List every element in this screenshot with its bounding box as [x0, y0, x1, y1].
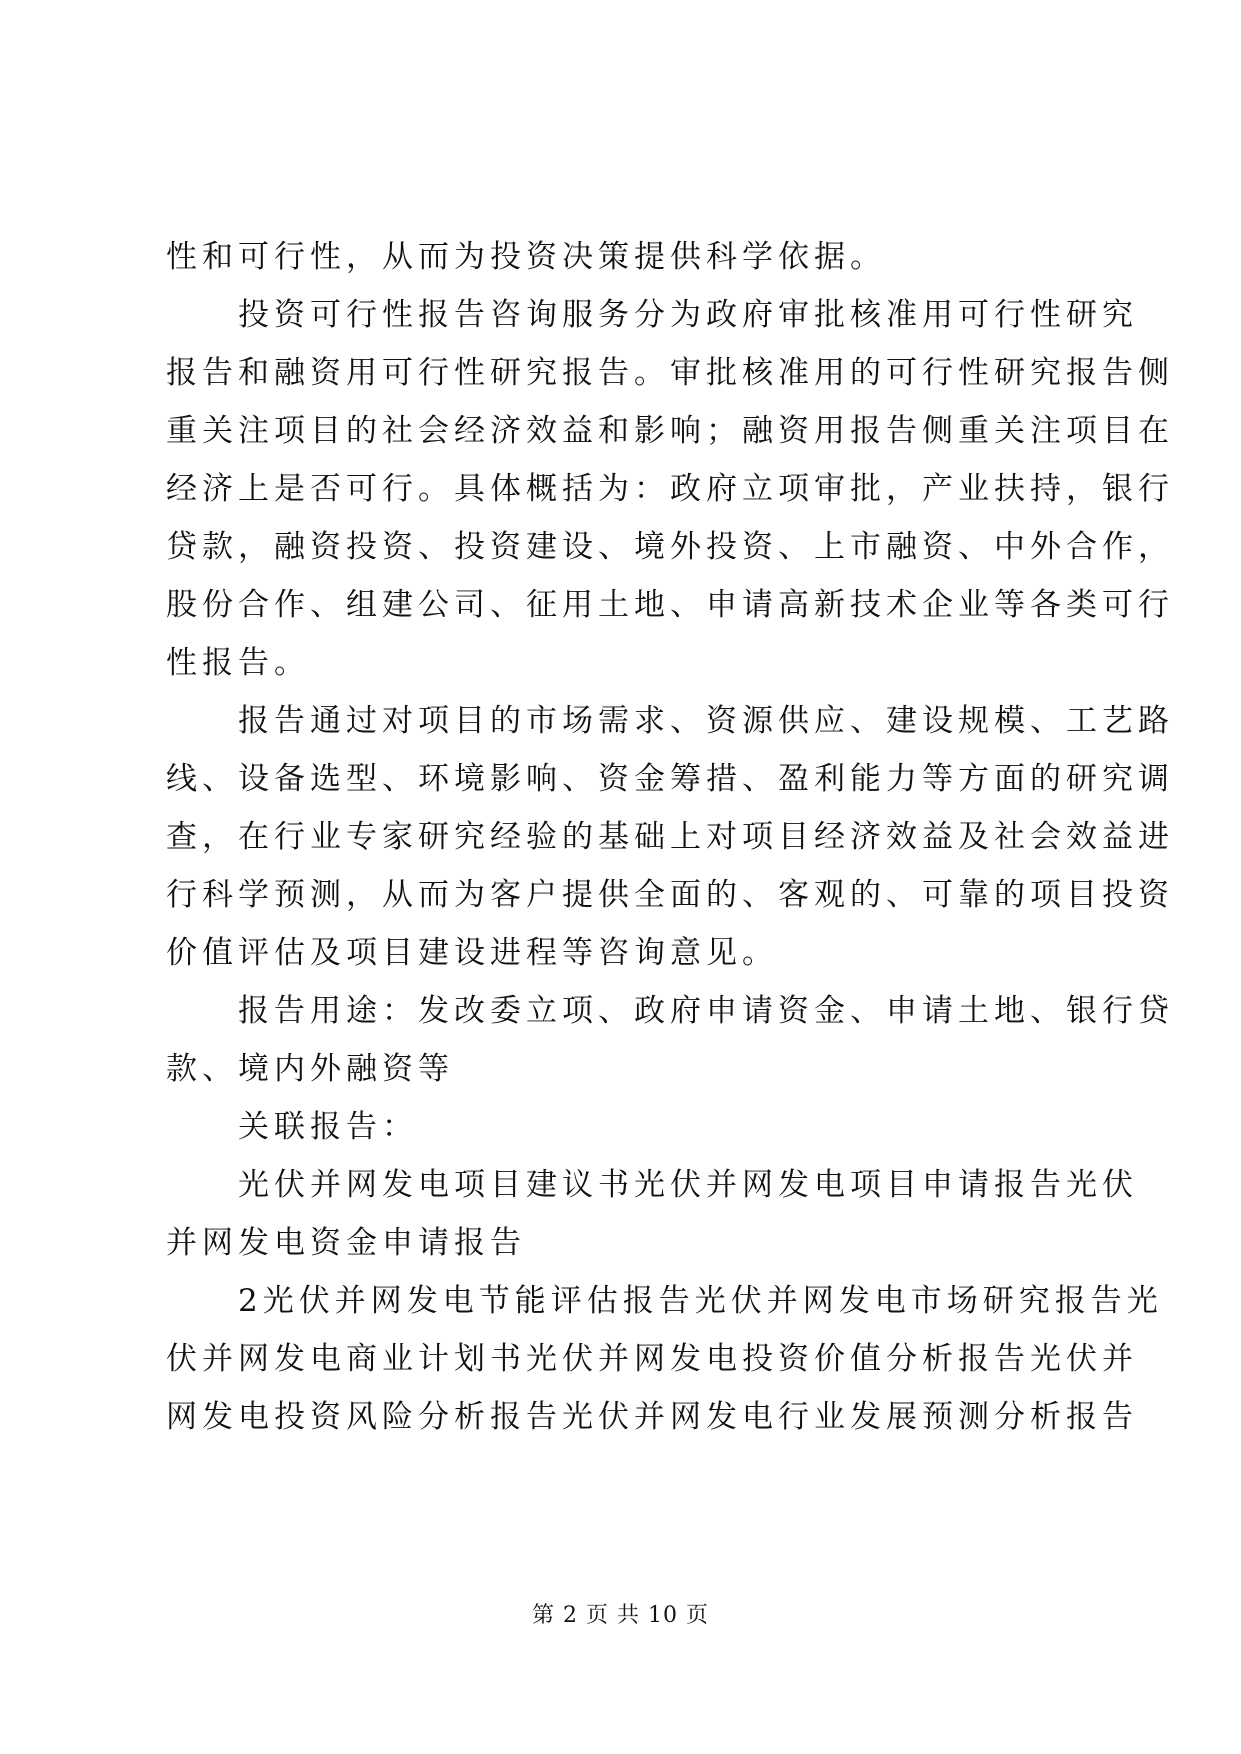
body-text — [166, 228, 1174, 1446]
text-line: 关联报告： — [166, 1109, 418, 1145]
page-number-footer: 第 2 页 共 10 页 — [532, 1603, 709, 1628]
text-line: 网发电投资风险分析报告光伏并网发电行业发展预测分析报告 — [166, 1399, 1138, 1435]
text-line: 性和可行性，从而为投资决策提供科学依据。 — [166, 239, 886, 275]
text-line: 行科学预测，从而为客户提供全面的、客观的、可靠的项目投资 — [166, 877, 1174, 913]
text-line: 伏并网发电商业计划书光伏并网发电投资价值分析报告光伏并 — [166, 1341, 1138, 1377]
text-line: 查，在行业专家研究经验的基础上对项目经济效益及社会效益进 — [166, 819, 1174, 855]
text-line: 报告用途：发改委立项、政府申请资金、申请土地、银行贷 — [166, 993, 1174, 1029]
text-line: 光伏并网发电项目建议书光伏并网发电项目申请报告光伏 — [166, 1167, 1138, 1203]
text-line: 性报告。 — [166, 645, 310, 681]
text-line: 贷款，融资投资、投资建设、境外投资、上市融资、中外合作， — [166, 529, 1174, 565]
text-line: 款、境内外融资等 — [166, 1051, 454, 1087]
text-line: 经济上是否可行。具体概括为：政府立项审批，产业扶持，银行 — [166, 471, 1174, 507]
text-line: 股份合作、组建公司、征用土地、申请高新技术企业等各类可行 — [166, 587, 1174, 623]
text-line: 价值评估及项目建设进程等咨询意见。 — [166, 935, 778, 971]
text-line: 线、设备选型、环境影响、资金筹措、盈利能力等方面的研究调 — [166, 761, 1174, 797]
text-line: 报告和融资用可行性研究报告。审批核准用的可行性研究报告侧 — [166, 355, 1174, 391]
text-line: 2光伏并网发电节能评估报告光伏并网发电市场研究报告光 — [166, 1283, 1163, 1319]
text-line: 并网发电资金申请报告 — [166, 1225, 526, 1261]
text-line: 投资可行性报告咨询服务分为政府审批核准用可行性研究 — [166, 297, 1138, 333]
text-line: 报告通过对项目的市场需求、资源供应、建设规模、工艺路 — [166, 703, 1174, 739]
text-line: 重关注项目的社会经济效益和影响；融资用报告侧重关注项目在 — [166, 413, 1174, 449]
